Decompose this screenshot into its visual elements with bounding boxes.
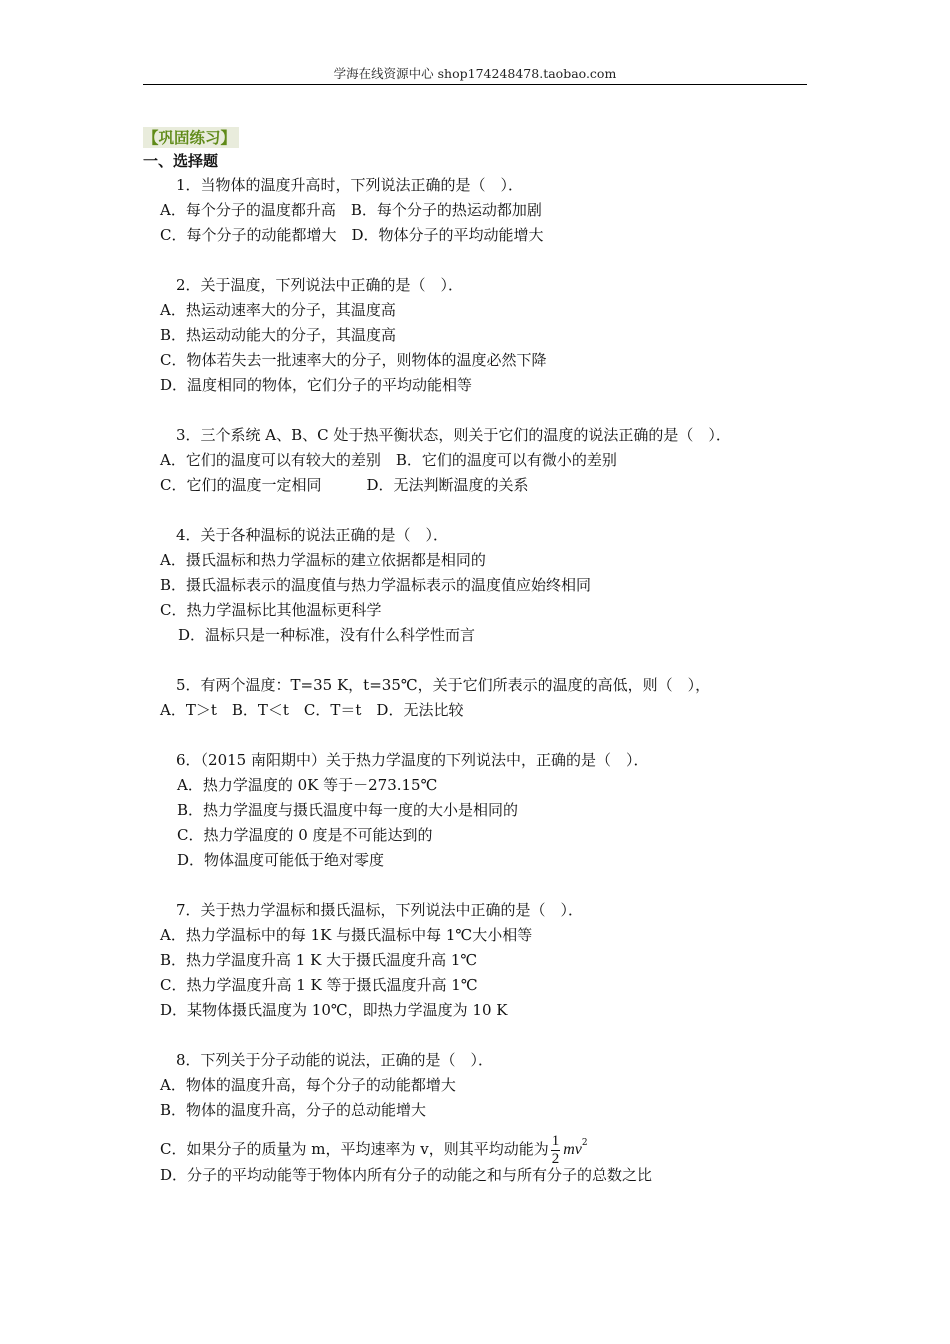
question-option: A．它们的温度可以有较大的差别 B．它们的温度可以有微小的差别 [160, 451, 617, 469]
question-option: D．温度相同的物体，它们分子的平均动能相等 [160, 376, 473, 394]
question-stem: 3．三个系统 A、B、C 处于热平衡状态，则关于它们的温度的说法正确的是（ ）． [176, 426, 731, 444]
question-option: C．每个分子的动能都增大 D．物体分子的平均动能增大 [160, 226, 544, 244]
question-option: A．每个分子的温度都升高 B．每个分子的热运动都加剧 [160, 201, 542, 219]
fraction-denominator: 2 [551, 1150, 560, 1167]
question-option: A．物体的温度升高，每个分子的动能都增大 [160, 1076, 456, 1094]
question-option: B．热运动动能大的分子，其温度高 [160, 326, 397, 344]
section-title: 一、选择题 [143, 152, 219, 170]
question-option-formula [143, 1123, 807, 1167]
question-stem: 5．有两个温度：T=35 K，t=35℃，关于它们所表示的温度的高低，则（ ）， [176, 676, 711, 694]
question-option: A．摄氏温标和热力学温标的建立依据都是相同的 [160, 551, 486, 569]
question-stem: 1．当物体的温度升高时，下列说法正确的是（ ）． [176, 176, 524, 194]
section-tag: 【巩固练习】 [143, 127, 239, 148]
question-option: D．物体温度可能低于绝对零度 [177, 851, 385, 869]
question-option: C．它们的温度一定相同 D．无法判断温度的关系 [160, 476, 529, 494]
question-option: D．某物体摄氏温度为 10℃，即热力学温度为 10 K [160, 1001, 508, 1019]
question-option: C．物体若失去一批速率大的分子，则物体的温度必然下降 [160, 351, 547, 369]
question-option: B．物体的温度升高，分子的总动能增大 [160, 1101, 427, 1119]
question-option: A．热力学温度的 0K 等于－273.15℃ [177, 776, 438, 794]
question-option: A．热运动速率大的分子，其温度高 [160, 301, 396, 319]
question-stem: 6．（2015 南阳期中）关于热力学温度的下列说法中，正确的是（ ）． [176, 751, 649, 769]
question-stem: 8．下列关于分子动能的说法，正确的是（ ）． [176, 1051, 494, 1069]
question-stem: 7．关于热力学温标和摄氏温标，下列说法中正确的是（ ）． [176, 901, 584, 919]
fraction-numerator: 1 [551, 1132, 560, 1149]
page-header: 学海在线资源中心 shop174248478.taobao.com [143, 64, 807, 85]
question-stem: 2．关于温度，下列说法中正确的是（ ）． [176, 276, 464, 294]
question-option: C．热力学温标比其他温标更科学 [160, 601, 382, 619]
question-option: C．热力学温度升高 1 K 等于摄氏温度升高 1℃ [160, 976, 478, 994]
question-option: D．温标只是一种标准，没有什么科学性而言 [178, 626, 476, 644]
question-option: C．热力学温度的 0 度是不可能达到的 [177, 826, 433, 844]
question-option: A．T＞t B．T＜t C．T＝t D．无法比较 [160, 701, 464, 719]
question-option: B．摄氏温标表示的温度值与热力学温标表示的温度值应始终相同 [160, 576, 592, 594]
formula-expression: mv [563, 1141, 582, 1158]
question-option: A．热力学温标中的每 1K 与摄氏温标中每 1℃大小相等 [160, 926, 533, 944]
question-stem: 4．关于各种温标的说法正确的是（ ）． [176, 526, 449, 544]
question-option: B．热力学温度与摄氏温度中每一度的大小是相同的 [177, 801, 519, 819]
document-body [143, 127, 807, 1188]
formula-option-text: C．如果分子的质量为 m，平均速率为 v，则其平均动能为 [160, 1140, 549, 1158]
question-option: B．热力学温度升高 1 K 大于摄氏温度升高 1℃ [160, 951, 478, 969]
question-option: D．分子的平均动能等于物体内所有分子的动能之和与所有分子的总数之比 [160, 1166, 653, 1184]
formula-exponent: 2 [581, 1138, 588, 1148]
